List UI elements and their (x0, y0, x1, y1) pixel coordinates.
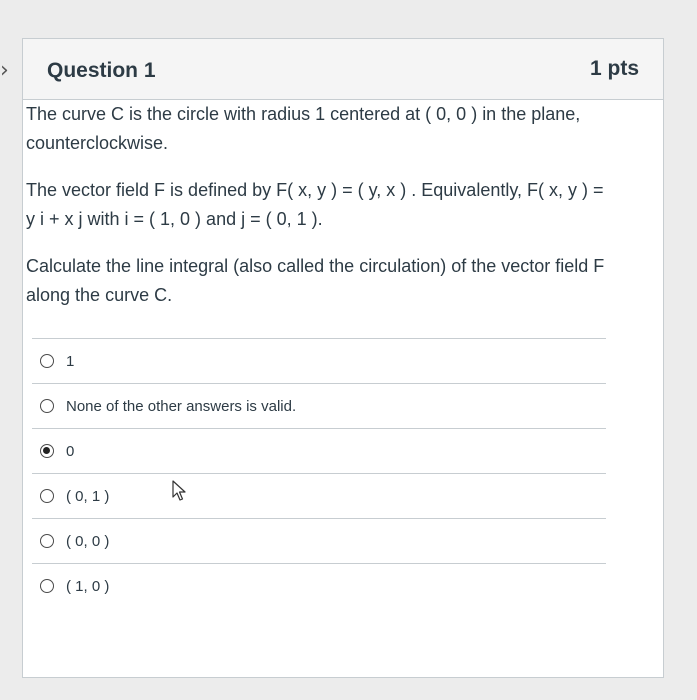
radio-button[interactable] (40, 534, 54, 548)
mouse-pointer-icon (172, 480, 188, 502)
answer-option-1[interactable] (32, 338, 606, 383)
chevron-right-icon[interactable]: › (0, 58, 9, 83)
radio-button[interactable] (40, 579, 54, 593)
answer-option-5[interactable] (32, 518, 606, 563)
answer-option-6[interactable] (32, 563, 606, 608)
answer-option-3[interactable] (32, 428, 606, 473)
question-text (26, 100, 606, 328)
answer-list (32, 338, 606, 608)
answer-label: 1 (66, 352, 75, 370)
question-header (23, 39, 663, 100)
question-paragraph-curve: The curve C is the circle with radius 1 centered at ( 0, 0 ) in the plane, counterclockwise. (26, 104, 581, 153)
radio-button-selected[interactable] (40, 444, 54, 458)
question-title: Question 1 (47, 59, 156, 82)
radio-button[interactable] (40, 489, 54, 503)
answer-label: ( 0, 1 ) (66, 487, 110, 505)
answer-label: ( 1, 0 ) (66, 577, 110, 595)
radio-button[interactable] (40, 354, 54, 368)
answer-label: None of the other answers is valid. (66, 397, 297, 415)
question-points: 1 pts (589, 57, 639, 80)
radio-button[interactable] (40, 399, 54, 413)
answer-label: 0 (66, 442, 75, 460)
answer-option-4[interactable] (32, 473, 606, 518)
question-paragraph-task: Calculate the line integral (also called the circulation) of the vector field F along the curve C. (26, 256, 605, 305)
question-paragraph-field: The vector field F is defined by F( x, y ) = ( y, x ) . Equivalently, F( x, y ) = y i + x j with i = ( 1, 0 ) and j = ( 0, 1 ). (26, 180, 604, 229)
answer-option-2[interactable] (32, 383, 606, 428)
answer-label: ( 0, 0 ) (66, 532, 110, 550)
